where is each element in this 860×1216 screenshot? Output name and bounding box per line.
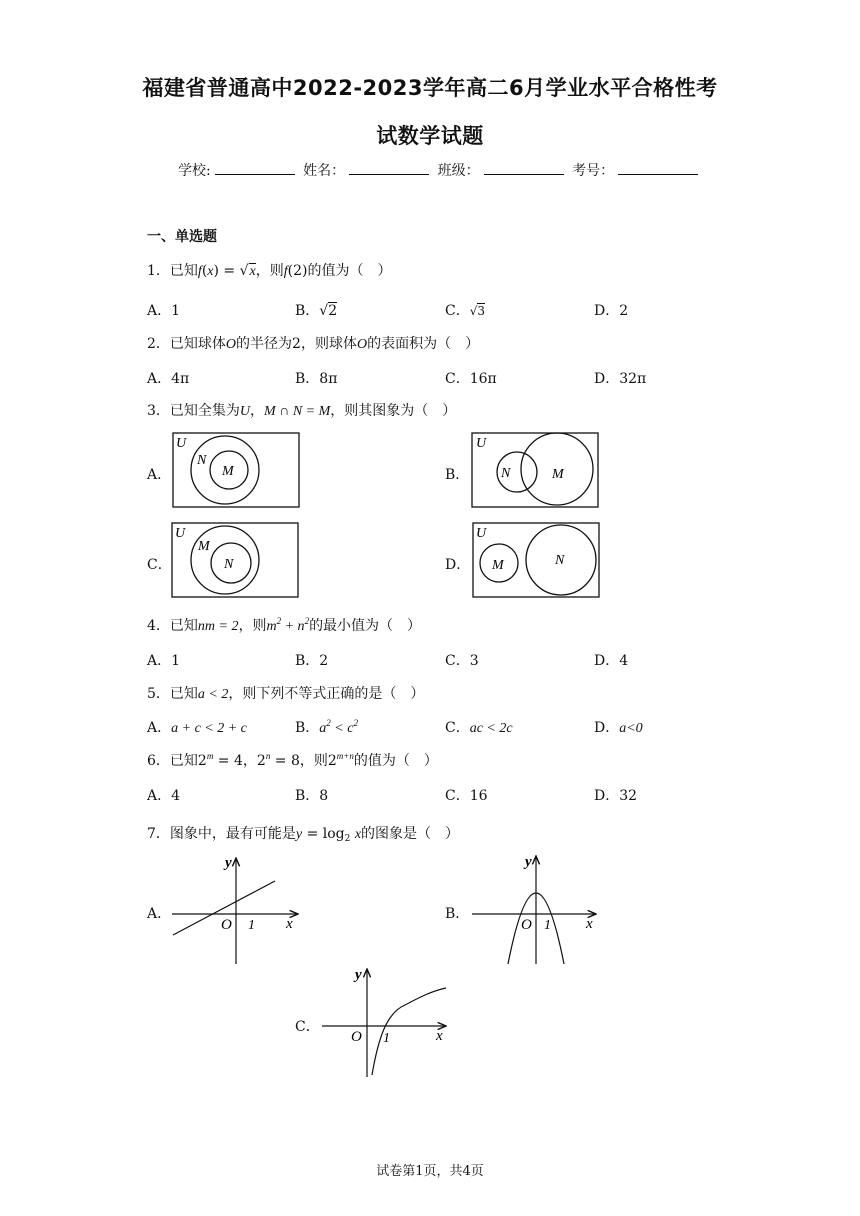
question-7: 7．图象中，最有可能是$y = \log_2 x$的图象是（ ） (147, 826, 460, 844)
q3-venn-b (471, 432, 601, 508)
name-label: 姓名： (303, 163, 346, 179)
q3-option-a[interactable]: A． (147, 467, 172, 483)
q4-option-c[interactable]: C．3 (445, 653, 479, 669)
svg-text:O: O (521, 917, 532, 933)
q3-option-d[interactable]: D． (445, 557, 471, 573)
exam-number-label: 考号： (572, 163, 615, 179)
q1-option-b[interactable]: B．√2 (295, 303, 338, 319)
q4-option-d[interactable]: D．4 (594, 653, 629, 669)
svg-text:N: N (501, 466, 511, 481)
q6-option-c[interactable]: C．16 (445, 788, 488, 804)
q3-option-b[interactable]: B． (445, 467, 470, 483)
svg-text:y: y (355, 967, 362, 983)
q7-option-c[interactable]: C． (295, 1019, 320, 1035)
q5-option-c[interactable]: C．ac < 2c (445, 720, 513, 736)
q1-option-c[interactable]: C．√3 (445, 303, 486, 319)
svg-text:U: U (175, 526, 186, 541)
svg-text:O: O (351, 1029, 362, 1045)
q7-graph-a (170, 852, 305, 967)
section-title: 一、单选题 (147, 229, 217, 245)
svg-text:U: U (476, 526, 487, 541)
question-3: 3．已知全集为U，M ∩ N = M，则其图象为（ ） (147, 403, 457, 419)
name-blank (349, 162, 429, 175)
question-4: 4．已知nm = 2，则$m^2 + n^2$的最小值为（ ） (147, 616, 422, 634)
page-title-line1: 福建省普通高中2022-2023学年高二6月学业水平合格性考 (142, 76, 718, 100)
question-6: 6．已知$2^m = 4$，$2^n = 8$，则$2^{m+n}$的值为（ ） (147, 751, 438, 769)
svg-text:M: M (198, 539, 210, 554)
q1-function: f (197, 264, 202, 279)
page-title-line2: 试数学试题 (376, 124, 484, 148)
q3-venn-a (172, 432, 302, 508)
svg-text:x: x (436, 1028, 443, 1044)
q7-graph-b (470, 852, 605, 967)
q2-option-c[interactable]: C．16π (445, 371, 497, 387)
q2-option-d[interactable]: D．32π (594, 371, 647, 387)
svg-text:M: M (552, 467, 564, 482)
svg-text:x: x (286, 916, 293, 932)
q6-option-a[interactable]: A．4 (147, 788, 181, 804)
svg-text:M: M (222, 464, 234, 479)
student-info-row (178, 160, 702, 180)
svg-text:1: 1 (248, 918, 255, 933)
q1-suffix: 的值为（ ） (307, 263, 392, 279)
q5-option-d[interactable]: D．a<0 (594, 720, 643, 736)
question-5: 5．已知a < 2，则下列不等式正确的是（ ） (147, 686, 425, 702)
school-blank (215, 162, 295, 175)
q1-prefix: 1．已知 (147, 263, 198, 279)
q7-option-a[interactable]: A． (147, 906, 172, 922)
svg-text:U: U (176, 436, 187, 451)
svg-text:N: N (555, 553, 565, 568)
svg-text:O: O (221, 917, 232, 933)
class-blank (484, 162, 564, 175)
q7-graph-c (320, 965, 455, 1080)
svg-text:N: N (197, 453, 207, 468)
svg-text:U: U (476, 436, 487, 451)
q3-venn-d (472, 522, 602, 598)
q7-option-b[interactable]: B． (445, 906, 470, 922)
q3-option-c[interactable]: C． (147, 557, 172, 573)
question-2: 2．已知球体O的半径为2，则球体O的表面积为（ ） (147, 336, 480, 352)
svg-text:1: 1 (544, 918, 551, 933)
exam-number-blank (618, 162, 698, 175)
q1-middle: ，则 (255, 263, 284, 279)
q1-option-d[interactable]: D．2 (594, 303, 629, 319)
q2-option-b[interactable]: B．8π (295, 371, 338, 387)
svg-text:N: N (224, 557, 234, 572)
q6-option-b[interactable]: B．8 (295, 788, 329, 804)
q4-option-a[interactable]: A．1 (147, 653, 181, 669)
svg-text:y: y (525, 854, 532, 870)
page-footer: 试卷第1页，共4页 (376, 1164, 484, 1179)
q3-venn-c (171, 522, 301, 598)
q2-option-a[interactable]: A．4π (147, 371, 190, 387)
svg-text:M: M (492, 558, 504, 573)
svg-text:1: 1 (383, 1031, 390, 1046)
q5-option-a[interactable]: A．a + c < 2 + c (147, 720, 247, 736)
q6-option-d[interactable]: D．32 (594, 788, 638, 804)
svg-text:y: y (225, 855, 232, 871)
class-label: 班级： (437, 163, 480, 179)
q5-option-b[interactable]: B．$a^2 < c^2$ (295, 718, 358, 736)
question-1: 1．已知f(x) = √x，则f(2)的值为（ ） (147, 263, 392, 279)
school-label: 学校: (178, 163, 211, 179)
q1-option-a[interactable]: A．1 (147, 303, 181, 319)
q4-option-b[interactable]: B．2 (295, 653, 329, 669)
svg-text:x: x (586, 916, 593, 932)
